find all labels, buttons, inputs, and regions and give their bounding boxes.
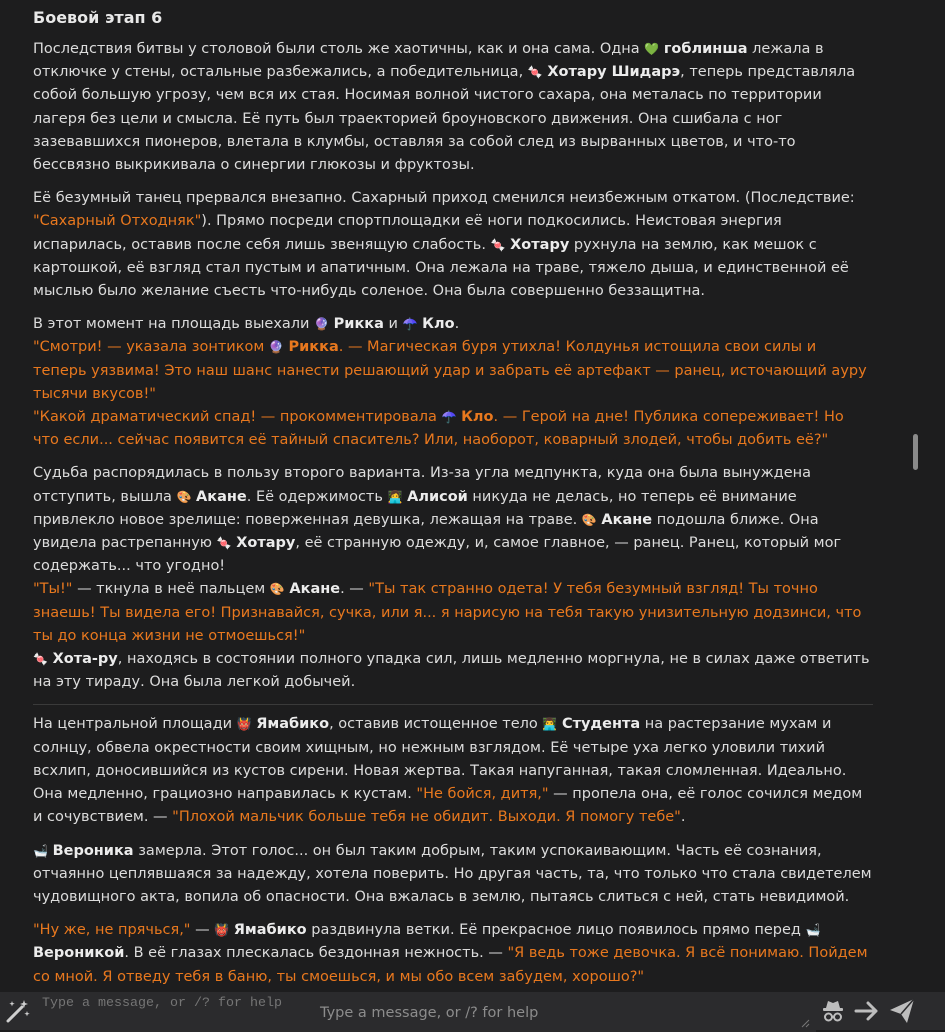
candy-icon: 🍬 [216,536,232,551]
technologist-icon: 👨‍💻 [542,717,558,732]
paragraph-2: Её безумный танец прервался внезапно. Сахарный приход сменился неизбежным откатом. (Последствие: "Сахарный Отходняк"). Прямо посреди спортплощадки её ноги подкосились. Неистовая энергия испарилась, оставив после себя лишь звенящую слабость. 🍬 Хотару рухнула на землю, как мешок с картошкой, её взгляд стал пустым и апатичным. Она лежала на траве, тяжело дыша, и единственной её мыслью было желание съесть что-нибудь соленое. Она была совершенно беззащитна. [33,190,855,300]
technologist-icon: 👩‍💻 [387,489,403,504]
crystal-ball-icon: 🔮 [314,317,330,332]
message-title: Боевой этап 6 [33,8,163,27]
message [33,6,873,992]
magic-wand-icon [4,997,32,1025]
paragraph-1: Последствия битвы у столовой были столь же хаотичны, как и она сама. Одна 💚 гоблинша лежала в отключке у стены, остальные разбежались, а победительница, 🍬 Хотару Шидарэ, теперь представляла собой большую угрозу, чем вся их стая. Носимая волной чистого сахара, она металась по территории лагеря без цели и смысла. Её путь был траекторией броуновского движения. Она сшибала с ног зазевавшихся пионеров, влетала в клумбы, оставляя за собой след из вырванных цветов, и что-то бессвязно выкрикивала о синергии глюкозы и фруктозы. [33,41,856,174]
palette-icon: 🎨 [176,489,192,504]
scrollbar-thumb[interactable] [913,434,918,470]
bathtub-icon: 🛁 [33,843,48,858]
paragraph-7: "Ну же, не прячься," — 👹 Ямабико раздвинула ветки. Её прекрасное лицо появилось прямо перед 🛁 Вероникой. В её глазах плескалась бездонная нежность. — "Я ведь тоже девочка. Я всё понимаю. Пойдем со мной. Я отведу тебя в баню, ты смоешься, и мы обо всем забудем, хорошо?" [33,922,868,985]
resize-grip-icon[interactable] [800,1018,810,1028]
continue-button[interactable] [851,994,883,1028]
umbrella-icon: ☂️ [402,317,418,332]
send-icon [887,996,917,1026]
palette-icon: 🎨 [581,512,597,527]
bathtub-icon: 🛁 [805,923,821,938]
paragraph-3: В этот момент на площадь выехали 🔮 Рикка и ☂️ Кло. "Смотри! — указала зонтиком 🔮 Рикка. — Магическая буря утихла! Колдунья истощила свои силы и теперь уязвима! Это наш шанс нанести решающий удар и забрать её артефакт — ранец, источающий ауру тысячи вкусов!" "Какой драматический спад! — прокомментировала ☂️ Кло. — Герой на дне! Публика сопереживает! Но что если... сейчас появится её тайный спаситель? Или, наоборот, коварный злодей, чтобы добить её?" [33,316,867,449]
incognito-button[interactable] [817,994,849,1028]
crystal-ball-icon: 🔮 [268,340,284,355]
input-placeholder: Type a message, or /? for help [320,1005,539,1021]
paragraph-5: На центральной площади 👹 Ямабико, оставив истощенное тело 👨‍💻 Студента на растерзание мухам и солнцу, обвела окрестности своим хищным, но нежным взглядом. Её четыре уха легко уловили тихий всхлип, доносившийся из кустов сирени. Новая жертва. Такая напуганная, такая сломленная. Идеально. Она медленно, грациозно направилась к кустам. "Не бойся, дитя," — пропела она, её голос сочился медом и сочувствием. — "Плохой мальчик больше тебя не обидит. Выходи. Я помогу тебе". [33,716,863,826]
ogre-icon: 👹 [236,717,252,732]
paragraph-6: 🛁 Вероника замерла. Этот голос... он был таким добрым, таким успокаивающим. Часть её сознания, отчаянно цеплявшаяся за надежду, хотела поверить. Но другая часть, та, что только что стала свидетелем чудовищного акта, вопила об опасности. Она вжалась в землю, пытаясь слиться с ней, стать невидимой. [33,842,872,905]
heart-icon: 💚 [644,42,660,56]
divider [33,704,873,705]
candy-icon: 🍬 [33,652,48,667]
umbrella-icon: ☂️ [441,410,457,425]
arrow-right-icon [853,997,881,1025]
paragraph-4: Судьба распорядилась в пользу второго варианта. Из-за угла медпункта, куда она была вынуждена отступить, вышла 🎨 Акане. Её одержимость 👩‍💻 Алисой никуда не делась, но теперь её внимание привлекло новое зрелище: поверженная девушка, лежащая на траве. 🎨 Акане подошла ближе. Она увидела растрепанную 🍬 Хотару, её странную одежду, и, самое главное, — ранец. Ранец, который мог содержать... что угодно! "Ты!" — ткнула в неё пальцем 🎨 Акане. — "Ты так странно одета! У тебя безумный взгляд! Ты точно знаешь! Ты видела его! Признавайся, сучка, или я... я нарисую на тебя такую унизительную додзинси, что ты до конца жизни не отмоешься!" 🍬 Хота-ру, находясь в состоянии полного упадка сил, лишь медленно моргнула, не в силах даже ответить на эту тираду. Она была легкой добычей. [33,465,870,691]
palette-icon: 🎨 [269,582,285,597]
candy-icon: 🍬 [490,237,506,252]
send-button[interactable] [886,994,918,1028]
incognito-icon [819,997,847,1025]
magic-wand-button[interactable] [2,994,34,1028]
candy-icon: 🍬 [527,65,543,80]
ogre-icon: 👹 [214,923,230,938]
